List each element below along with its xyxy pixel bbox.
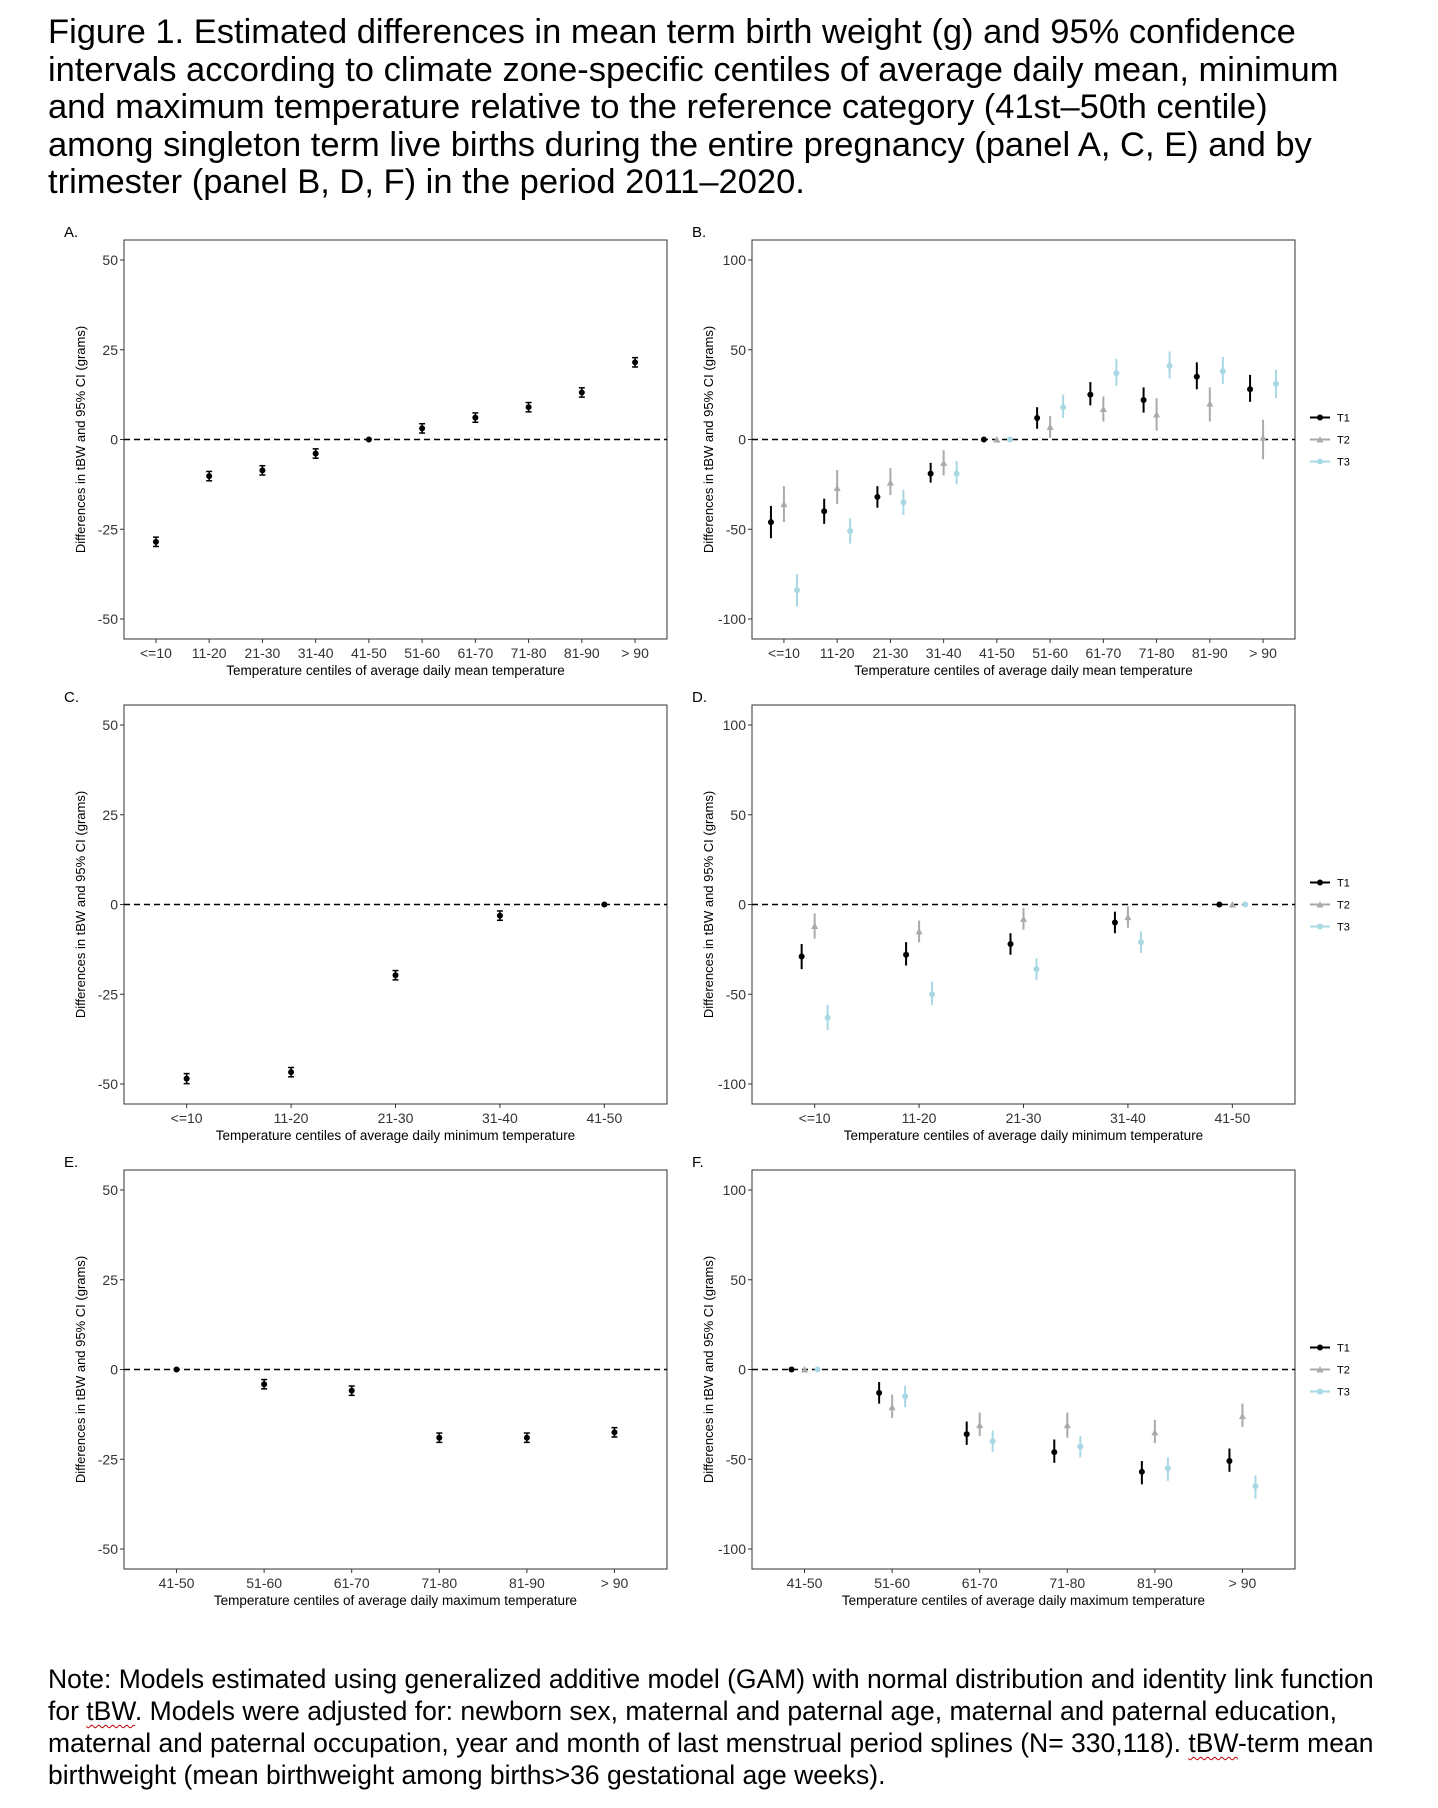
panel-f-y-tick-label: 100 bbox=[722, 1182, 746, 1198]
panel-e-x-tick-label: 41-50 bbox=[158, 1575, 195, 1591]
panel-a bbox=[64, 224, 667, 678]
panel-d-y-tick-label: 50 bbox=[730, 806, 746, 823]
panel-f-series-t1-point bbox=[1139, 1469, 1145, 1475]
panel-f-y-tick-label: -100 bbox=[717, 1541, 746, 1557]
panel-b-legend-t3-label: T3 bbox=[1337, 456, 1350, 469]
panel-a-x-tick-label: > 90 bbox=[621, 645, 649, 661]
panel-d-series-t3-point bbox=[929, 991, 935, 997]
panel-b-series-t3-point bbox=[1007, 437, 1013, 443]
panel-f-legend-t1-marker bbox=[1317, 1345, 1323, 1351]
panel-e-y-tick-label: -50 bbox=[97, 1541, 118, 1557]
panel-d-x-tick-label: <=10 bbox=[798, 1110, 831, 1126]
panel-a-series-overall-point bbox=[206, 473, 212, 479]
panel-b-y-tick-label: 0 bbox=[738, 431, 746, 448]
panel-a-x-axis-title: Temperature centiles of average daily mean temperature bbox=[226, 663, 565, 678]
panel-d-y-tick-label: -100 bbox=[717, 1076, 746, 1092]
panel-d-label: D. bbox=[692, 689, 707, 706]
panel-a-x-tick-label: 41-50 bbox=[350, 645, 387, 661]
panel-f-series-t1-point bbox=[1226, 1458, 1232, 1464]
panel-a-series-overall-point bbox=[632, 359, 638, 365]
panel-d-series-t3-point bbox=[1138, 939, 1144, 945]
panel-b-series-t1-point bbox=[874, 494, 880, 500]
panel-e-x-tick-label: 81-90 bbox=[508, 1575, 545, 1591]
note-text-3: -term mean birthweight (mean birthweight among births>36 gestational age weeks). bbox=[48, 1728, 1374, 1790]
panel-f-series-t3-point bbox=[990, 1438, 996, 1444]
panel-b-series-t3-point bbox=[900, 499, 906, 505]
panel-b-y-axis-title: Differences in tBW and 95% CI (grams) bbox=[701, 325, 716, 554]
panel-e-series-overall-point bbox=[349, 1388, 355, 1394]
panel-f-series-t2-point bbox=[1151, 1429, 1158, 1436]
panel-a-x-tick-label: 81-90 bbox=[563, 645, 600, 661]
panel-d-x-tick-label: 21-30 bbox=[1005, 1110, 1042, 1126]
panel-f-legend-t1-label: T1 bbox=[1337, 1342, 1350, 1355]
panel-b-x-tick-label: 61-70 bbox=[1085, 645, 1122, 661]
panel-b-series-t2-point bbox=[1153, 411, 1160, 418]
panel-d-y-tick-label: -50 bbox=[725, 986, 746, 1003]
panel-f-series-t2-point bbox=[1239, 1413, 1246, 1420]
panel-c-y-tick-label: -50 bbox=[97, 1076, 118, 1092]
panel-b-series-t1-point bbox=[821, 508, 827, 514]
panel-d-series-t1-point bbox=[1112, 919, 1118, 925]
panel-f-y-tick-label: 0 bbox=[738, 1361, 746, 1378]
panel-b-series-t2-point bbox=[780, 501, 787, 508]
panel-c-series-overall-point bbox=[393, 972, 399, 978]
figure-note bbox=[48, 1663, 1388, 1791]
note-tbw-1: tBW bbox=[86, 1696, 135, 1726]
panel-b-series-t1-point bbox=[1141, 397, 1147, 403]
panel-f-y-tick-label: -50 bbox=[725, 1451, 746, 1468]
panel-f-x-tick-label: 61-70 bbox=[961, 1575, 998, 1591]
panel-b-series-t3-point bbox=[847, 528, 853, 534]
panel-c bbox=[64, 689, 667, 1143]
panel-b-series-t2-point bbox=[1100, 405, 1107, 412]
panel-e-y-tick-label: 0 bbox=[110, 1361, 118, 1378]
panel-b-series-t2-point bbox=[1206, 400, 1213, 407]
panel-b-x-tick-label: 51-60 bbox=[1032, 645, 1069, 661]
panel-d-series-t3-point bbox=[825, 1015, 831, 1021]
panel-b-series-t3-point bbox=[954, 471, 960, 477]
panel-e-label: E. bbox=[64, 1154, 79, 1171]
panel-b-series-t3-point bbox=[794, 587, 800, 593]
panel-d-x-tick-label: 31-40 bbox=[1110, 1110, 1146, 1126]
panel-a-label: A. bbox=[64, 224, 79, 241]
panel-d-y-tick-label: 100 bbox=[722, 717, 746, 733]
panel-b-x-axis-title: Temperature centiles of average daily mean temperature bbox=[854, 663, 1193, 678]
panel-a-x-tick-label: <=10 bbox=[139, 645, 172, 661]
panel-c-x-tick-label: 31-40 bbox=[482, 1110, 518, 1126]
panel-b-series-t1-point bbox=[981, 437, 987, 443]
panel-b-series-t3-point bbox=[1113, 370, 1119, 376]
panel-e-series-overall-point bbox=[261, 1381, 267, 1387]
panel-e-y-tick-label: 25 bbox=[102, 1271, 118, 1288]
panel-d-series-t2-point bbox=[1124, 914, 1131, 921]
panel-b-legend-t1-label: T1 bbox=[1337, 412, 1350, 425]
panel-d-series-t2-point bbox=[811, 923, 818, 930]
panel-b-legend-t1-marker bbox=[1317, 415, 1323, 421]
panel-a-y-tick-label: 25 bbox=[102, 341, 118, 358]
panel-d-series-t1-point bbox=[1008, 941, 1014, 947]
panel-b-x-tick-label: 11-20 bbox=[819, 645, 855, 661]
panel-a-series-overall-point bbox=[366, 437, 372, 443]
panel-a-series-overall-point bbox=[419, 425, 425, 431]
panel-b-x-tick-label: 71-80 bbox=[1138, 645, 1175, 661]
panel-b-series-t2-point bbox=[887, 479, 894, 486]
panel-b-x-tick-label: 41-50 bbox=[978, 645, 1015, 661]
panel-a-y-tick-label: 50 bbox=[102, 252, 118, 268]
panel-e-series-overall-point bbox=[524, 1435, 530, 1441]
panel-b-x-tick-label: > 90 bbox=[1249, 645, 1277, 661]
panel-b-series-t3-point bbox=[1060, 404, 1066, 410]
panel-e-x-tick-label: 51-60 bbox=[246, 1575, 283, 1591]
panel-d-y-tick-label: 0 bbox=[738, 896, 746, 913]
panel-b-series-t1-point bbox=[928, 471, 934, 477]
panel-b-y-tick-label: 50 bbox=[730, 341, 746, 358]
panel-f-series-t3-point bbox=[815, 1367, 821, 1373]
panel-f-y-tick-label: 50 bbox=[730, 1271, 746, 1288]
panel-d bbox=[692, 689, 1350, 1143]
panel-d-series-t1-point bbox=[1216, 902, 1222, 908]
panel-f bbox=[692, 1154, 1350, 1608]
panel-c-series-overall-point bbox=[288, 1069, 294, 1075]
panel-c-x-tick-label: 41-50 bbox=[586, 1110, 623, 1126]
panel-e-y-tick-label: 50 bbox=[102, 1182, 118, 1198]
panel-a-series-overall-point bbox=[472, 415, 478, 421]
panel-b-x-tick-label: <=10 bbox=[767, 645, 800, 661]
panel-e-x-tick-label: > 90 bbox=[600, 1575, 629, 1591]
figure-caption: Figure 1. Estimated differences in mean term birth weight (g) and 95% confidence intervals according to climate zone-specific centiles of average daily mean, minimum and maximum temperature relative to the reference category (41st–50th centile) among singleton term live births during the entire pregnancy (panel A, C, E) and by trimester (panel B, D, F) in the period 2011–2020. bbox=[48, 13, 1339, 201]
panel-c-y-tick-label: 50 bbox=[102, 717, 118, 733]
panel-e-x-axis-title: Temperature centiles of average daily maximum temperature bbox=[213, 1593, 578, 1608]
panel-d-x-axis-title: Temperature centiles of average daily minimum temperature bbox=[843, 1128, 1204, 1143]
panel-f-series-t2-point bbox=[1064, 1422, 1071, 1429]
panel-b-y-tick-label: 100 bbox=[722, 252, 746, 268]
panel-a-series-overall-point bbox=[579, 389, 585, 395]
panel-f-y-axis-title: Differences in tBW and 95% CI (grams) bbox=[701, 1255, 716, 1484]
panel-d-series-t2-point bbox=[1020, 915, 1027, 922]
panel-e-x-tick-label: 61-70 bbox=[333, 1575, 370, 1591]
panel-b-legend-t2-label: T2 bbox=[1337, 434, 1350, 447]
panel-c-series-overall-point bbox=[184, 1076, 190, 1082]
panel-d-legend-t3-marker bbox=[1317, 924, 1323, 930]
panel-b-series-t3-point bbox=[1220, 368, 1226, 374]
panel-a-y-tick-label: -50 bbox=[97, 611, 118, 627]
note-tbw-2: tBW bbox=[1188, 1728, 1238, 1758]
panel-a-series-overall-point bbox=[526, 404, 532, 410]
panel-a-y-tick-label: -25 bbox=[97, 521, 118, 538]
panel-a-x-tick-label: 51-60 bbox=[404, 645, 441, 661]
panel-b-series-t3-point bbox=[1167, 363, 1173, 369]
panel-f-legend-t3-label: T3 bbox=[1337, 1386, 1350, 1399]
panel-b-series-t2-point bbox=[1260, 434, 1267, 441]
panel-e-x-tick-label: 71-80 bbox=[421, 1575, 458, 1591]
panel-b-x-tick-label: 81-90 bbox=[1191, 645, 1228, 661]
panel-f-series-t1-point bbox=[789, 1367, 795, 1373]
panel-b-series-t3-point bbox=[1273, 381, 1279, 387]
panel-b-series-t1-point bbox=[1087, 392, 1093, 398]
panel-c-x-tick-label: 11-20 bbox=[273, 1110, 309, 1126]
panel-f-series-t2-point bbox=[889, 1404, 896, 1411]
panel-d-series-t3-point bbox=[1242, 902, 1248, 908]
panel-c-y-tick-label: -25 bbox=[97, 986, 118, 1003]
panel-f-series-t3-point bbox=[1165, 1465, 1171, 1471]
panel-f-series-t1-point bbox=[876, 1390, 882, 1396]
panel-e-series-overall-point bbox=[436, 1435, 442, 1441]
panel-b-x-tick-label: 21-30 bbox=[872, 645, 909, 661]
panel-f-x-tick-label: 71-80 bbox=[1049, 1575, 1086, 1591]
panel-c-y-tick-label: 25 bbox=[102, 806, 118, 823]
panel-b-label: B. bbox=[692, 224, 707, 241]
panel-d-series-t2-point bbox=[916, 928, 923, 935]
panel-a-x-tick-label: 21-30 bbox=[244, 645, 281, 661]
panel-f-series-t2-point bbox=[976, 1422, 983, 1429]
panel-c-x-tick-label: 21-30 bbox=[377, 1110, 414, 1126]
panel-f-series-t1-point bbox=[1051, 1449, 1057, 1455]
panel-a-series-overall-point bbox=[259, 467, 265, 473]
panel-d-series-t3-point bbox=[1034, 966, 1040, 972]
panel-c-x-tick-label: <=10 bbox=[170, 1110, 203, 1126]
panel-d-legend-t1-label: T1 bbox=[1337, 877, 1350, 890]
panel-e bbox=[64, 1154, 667, 1608]
panel-a-y-tick-label: 0 bbox=[110, 431, 118, 448]
panel-a-x-tick-label: 11-20 bbox=[191, 645, 227, 661]
panel-b-series-t1-point bbox=[1034, 415, 1040, 421]
note-text-1: Note: Models estimated using generalized additive model (GAM) with normal distribution and identity link function for bbox=[48, 1664, 1374, 1726]
panel-f-series-t3-point bbox=[1252, 1483, 1258, 1489]
panel-c-series-overall-point bbox=[497, 913, 503, 919]
panel-b-series-t2-point bbox=[940, 459, 947, 466]
panel-e-series-overall-point bbox=[174, 1367, 180, 1373]
panel-f-series-t3-point bbox=[902, 1393, 908, 1399]
panel-c-x-axis-title: Temperature centiles of average daily minimum temperature bbox=[215, 1128, 576, 1143]
panel-e-y-tick-label: -25 bbox=[97, 1451, 118, 1468]
panel-f-series-t3-point bbox=[1077, 1444, 1083, 1450]
panel-b-legend-t3-marker bbox=[1317, 459, 1323, 465]
panel-d-legend-t3-label: T3 bbox=[1337, 921, 1350, 934]
panel-f-legend-t3-marker bbox=[1317, 1389, 1323, 1395]
panel-f-legend-t2-label: T2 bbox=[1337, 1364, 1350, 1377]
panel-d-x-tick-label: 41-50 bbox=[1214, 1110, 1251, 1126]
panel-e-series-overall-point bbox=[611, 1429, 617, 1435]
panel-b-x-tick-label: 31-40 bbox=[925, 645, 962, 661]
panel-f-x-axis-title: Temperature centiles of average daily maximum temperature bbox=[841, 1593, 1206, 1608]
panel-d-y-axis-title: Differences in tBW and 95% CI (grams) bbox=[701, 790, 716, 1019]
panel-c-y-axis-title: Differences in tBW and 95% CI (grams) bbox=[73, 790, 88, 1019]
panel-d-legend-t2-label: T2 bbox=[1337, 899, 1350, 912]
panel-f-series-t1-point bbox=[964, 1431, 970, 1437]
panel-b-y-tick-label: -100 bbox=[717, 611, 746, 627]
panel-a-x-tick-label: 31-40 bbox=[297, 645, 334, 661]
panel-f-x-tick-label: > 90 bbox=[1228, 1575, 1257, 1591]
panel-b bbox=[692, 224, 1350, 678]
panel-a-series-overall-point bbox=[153, 539, 159, 545]
panel-d-series-t1-point bbox=[799, 954, 805, 960]
panel-f-x-tick-label: 81-90 bbox=[1136, 1575, 1173, 1591]
panel-f-x-tick-label: 41-50 bbox=[786, 1575, 823, 1591]
panel-a-series-overall-point bbox=[313, 451, 319, 457]
panel-f-label: F. bbox=[692, 1154, 704, 1171]
panel-b-series-t2-point bbox=[834, 484, 841, 491]
panel-b-series-t1-point bbox=[768, 519, 774, 525]
panel-e-y-axis-title: Differences in tBW and 95% CI (grams) bbox=[73, 1255, 88, 1484]
panel-c-y-tick-label: 0 bbox=[110, 896, 118, 913]
panel-d-legend-t1-marker bbox=[1317, 880, 1323, 886]
panel-f-x-tick-label: 51-60 bbox=[874, 1575, 911, 1591]
panel-d-series-t1-point bbox=[903, 952, 909, 958]
panel-c-label: C. bbox=[64, 689, 79, 706]
panel-a-x-tick-label: 61-70 bbox=[457, 645, 494, 661]
panel-b-y-tick-label: -50 bbox=[725, 521, 746, 538]
note-text-2: . Models were adjusted for: newborn sex, maternal and paternal age, maternal and paternal education, maternal and paternal occupation, year and month of last menstrual period splines (N= 330,118). bbox=[48, 1696, 1337, 1758]
panel-d-x-tick-label: 11-20 bbox=[901, 1110, 937, 1126]
panel-b-series-t1-point bbox=[1194, 374, 1200, 380]
panel-c-series-overall-point bbox=[601, 902, 607, 908]
panel-b-series-t1-point bbox=[1247, 386, 1253, 392]
panel-b-series-t2-point bbox=[1047, 423, 1054, 430]
panel-a-x-tick-label: 71-80 bbox=[510, 645, 547, 661]
panel-a-y-axis-title: Differences in tBW and 95% CI (grams) bbox=[73, 325, 88, 554]
